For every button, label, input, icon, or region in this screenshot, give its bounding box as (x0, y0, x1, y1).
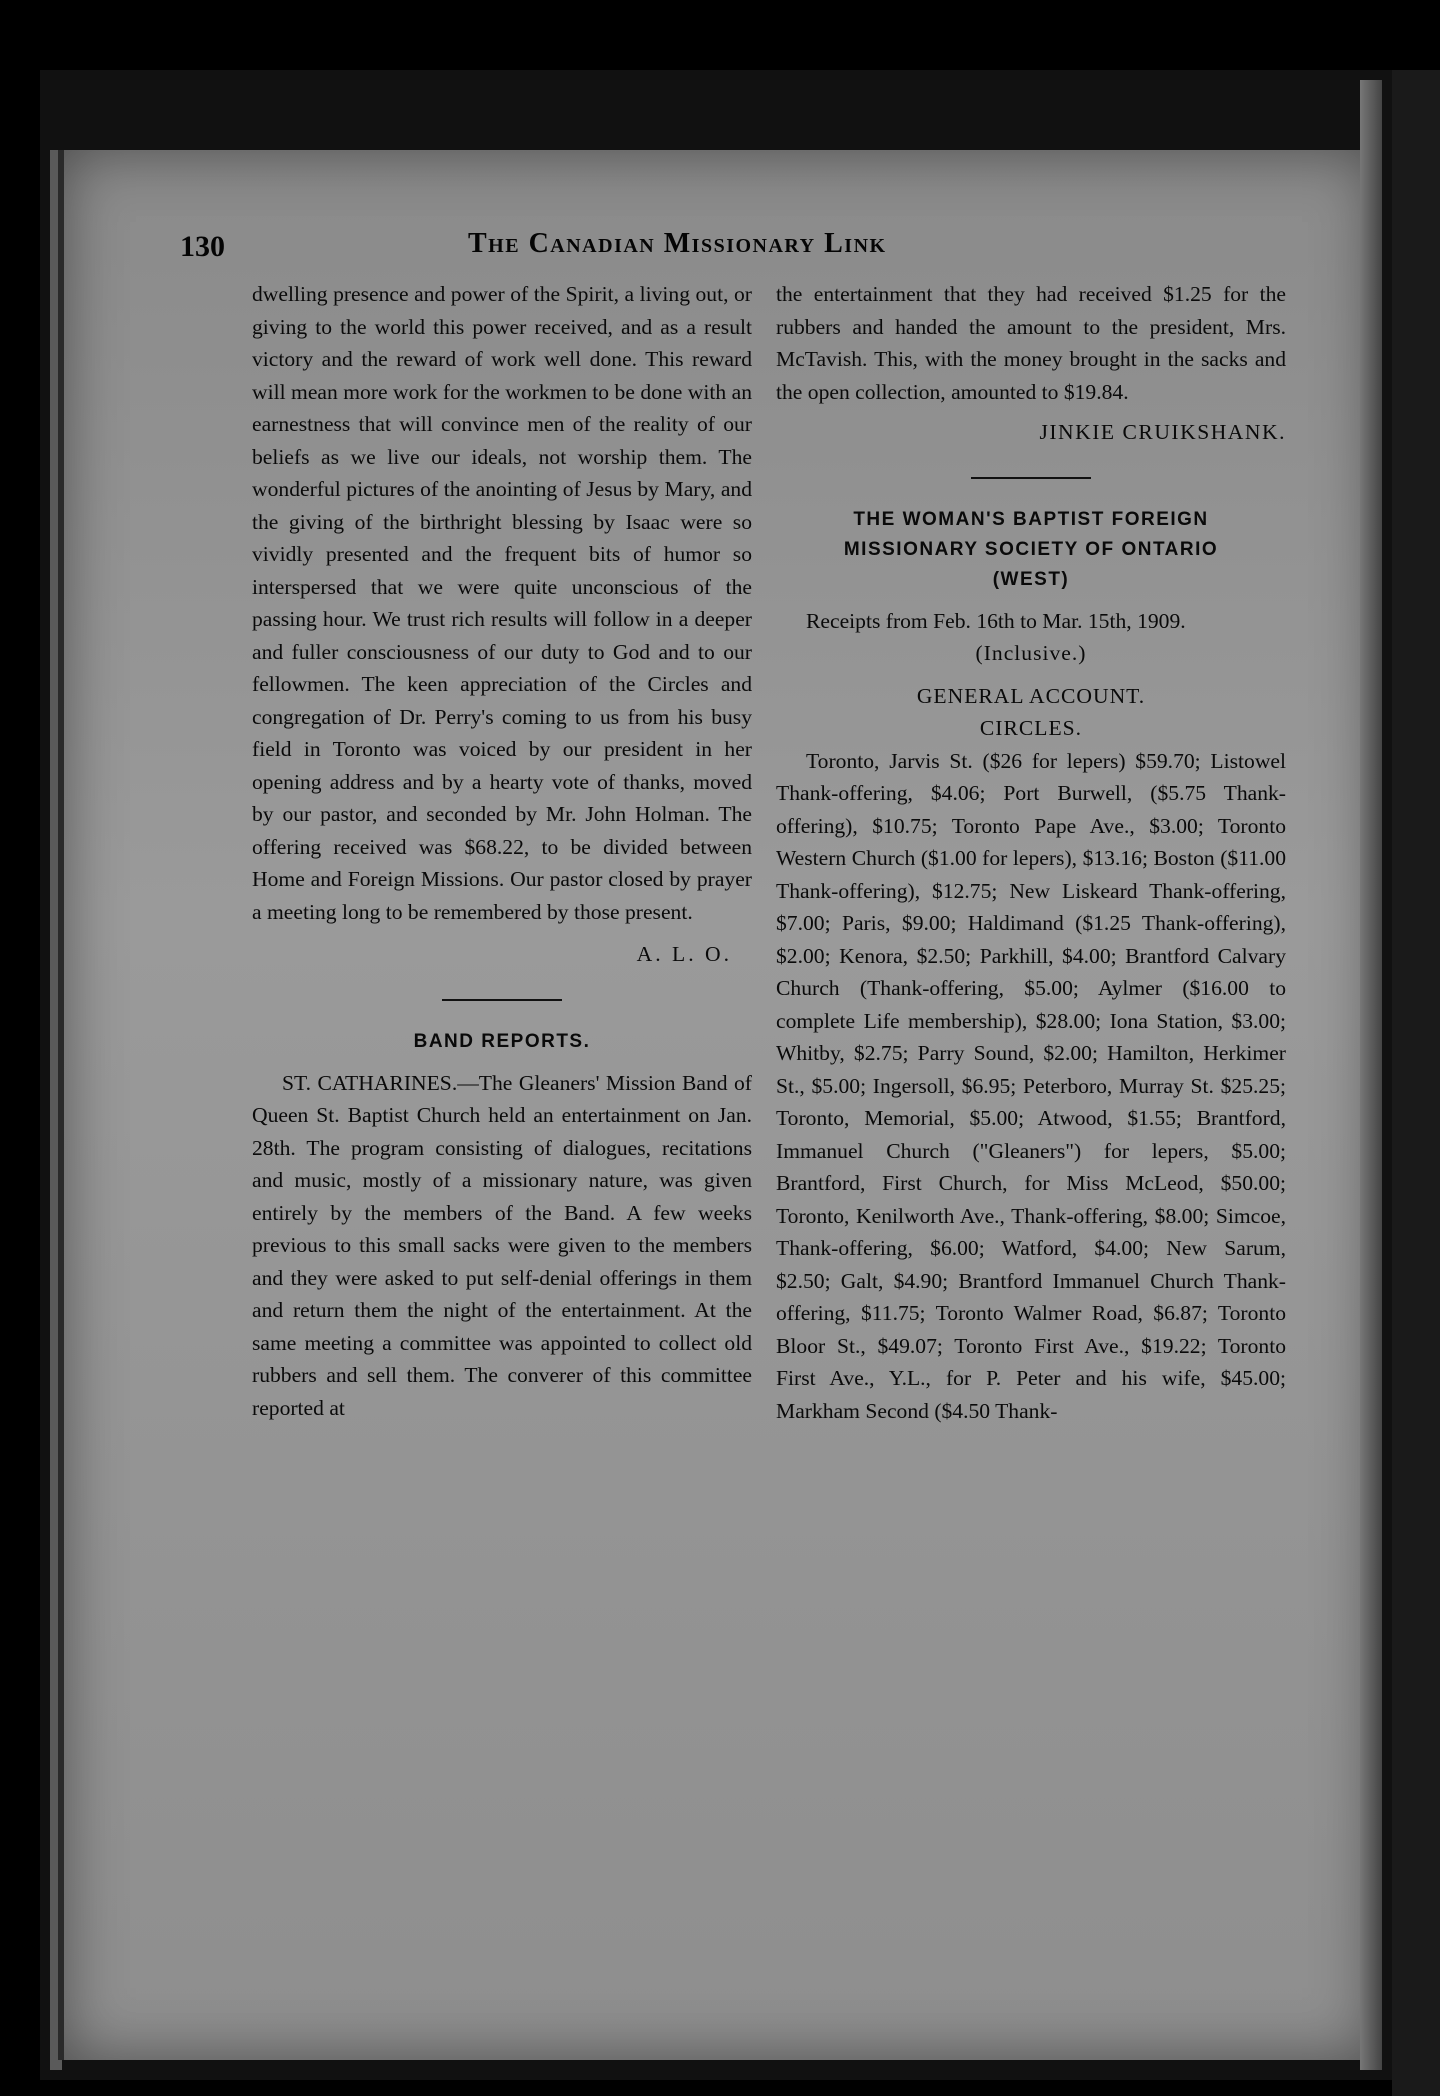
band-reports-heading: BAND REPORTS. (413, 1030, 591, 1052)
page-header (128, 218, 1258, 268)
article-continuation: dwelling presence and power of the Spirit, a living out, or giving to the world this power received, and as a result victory and the reward of work well done. This reward will mean more work for the workmen to be done with an earnestness that will convince men of the reality of our beliefs as we live our ideals, not worship them. The wonderful pictures of the anointing of Jesus by Mary, and the giving of the birthright blessing by Isaac were so vividly presented and the frequent bits of humor so interspersed that we were quite unconscious of the passing hour. We trust rich results will follow in a deeper and fuller consciousness of our duty to God and to our fellowmen. The keen appreciation of the Circles and congregation of Dr. Perry's coming to us from his busy field in Toronto was voiced by our president in her opening address and by a hearty vote of thanks, moved by our pastor, and seconded by Mr. John Holman. The offering received was $68.22, to be divided between Home and Foreign Missions. Our pastor closed by prayer a meeting long to be remembered by those present. (252, 282, 752, 924)
society-heading (776, 505, 1286, 595)
inclusive-note: (Inclusive.) (975, 641, 1087, 665)
circles-heading: CIRCLES. (979, 716, 1083, 740)
society-heading-line: MISSIONARY SOCIETY OF ONTARIO (843, 538, 1219, 560)
band-report-continuation: the entertainment that they had received $1.25 for the rubbers and handed the amount to the president, Mrs. McTavish. This, with the money brought in the sacks and the open collection, amounted to $19.84. (776, 282, 1286, 404)
society-heading-line: THE WOMAN'S BAPTIST FOREIGN (853, 508, 1209, 530)
article-signature: A. L. O. (636, 942, 732, 966)
band-report-text: ST. CATHARINES.—The Gleaners' Mission Band of Queen St. Baptist Church held an entertainment on Jan. 28th. The program consisting of dialogues, recitations and music, mostly of a missionary nature, was given entirely by the members of the Band. A few weeks previous to this small sacks were given to the members and they were asked to put self-denial offerings in them and return them the night of the entertainment. At the same meeting a committee was appointed to collect old rubbers and sell them. The converer of this committee reported at (252, 1070, 752, 1420)
right-column (776, 278, 1286, 1427)
section-divider (971, 477, 1091, 479)
next-page-strip (1392, 70, 1440, 2096)
receipts-line: Receipts from Feb. 16th to Mar. 15th, 1909. (806, 608, 1186, 633)
band-report-signature: JINKIE CRUIKSHANK. (1039, 420, 1286, 444)
page-number: 130 (180, 230, 225, 263)
page-right-edge (1360, 80, 1382, 2070)
society-heading-line: (WEST) (992, 568, 1070, 590)
general-account-heading: GENERAL ACCOUNT. (916, 683, 1146, 708)
section-divider (442, 999, 562, 1001)
left-column (252, 278, 752, 1424)
running-title: The Canadian Missionary Link (468, 228, 887, 259)
circles-list: Toronto, Jarvis St. ($26 for lepers) $59.70; Listowel Thank-offering, $4.06; Port Burwell, ($5.75 Thank-offering), $10.75; Toronto Pape Ave., $3.00; Toronto Western Church ($1.00 for lepers), $13.16; Boston ($11.00 Thank-offering), $12.75; New Liskeard Thank-offering, $7.00; Paris, $9.00; Haldimand ($1.25 Thank-offering), $2.00; Kenora, $2.50; Parkhill, $4.00; Brantford Calvary Church (Thank-offering, $5.00; Aylmer ($16.00 to complete Life membership), $28.00; Iona Station, $3.00; Whitby, $2.75; Parry Sound, $2.00; Hamilton, Herkimer St., $5.00; Ingersoll, $6.95; Peterboro, Murray St. $25.25; Toronto, Memorial, $5.00; Atwood, $1.55; Brantford, Immanuel Church ("Gleaners") for lepers, $5.00; Brantford, First Church, for Miss McLeod, $50.00; Toronto, Kenilworth Ave., Thank-offering, $8.00; Simcoe, Thank-offering, $6.00; Watford, $4.00; New Sarum, $2.50; Galt, $4.90; Brantford Immanuel Church Thank-offering, $11.75; Toronto Walmer Road, $6.87; Toronto Bloor St., $49.07; Toronto First Ave., $19.22; Toronto First Ave., Y.L., for P. Peter and his wife, $45.00; Markham Second ($4.50 Thank- (776, 748, 1286, 1423)
